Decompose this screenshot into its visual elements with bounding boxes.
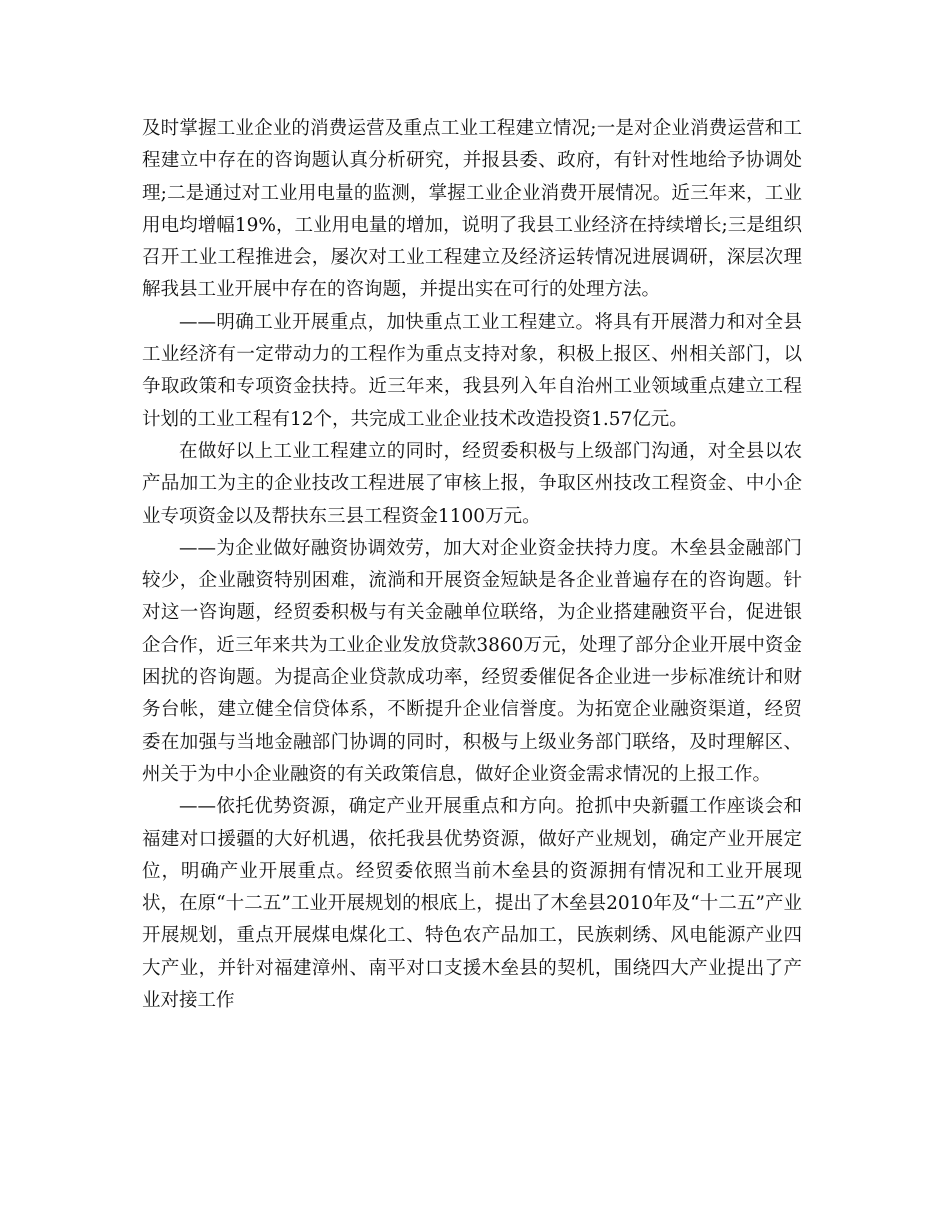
paragraph-2: ——明确工业开展重点，加快重点工业工程建立。将具有开展潜力和对全县工业经济有一定带动力的工程作为重点支持对象，积极上报区、州相关部门，以争取政策和专项资金扶持。近三年来，我县列入年自治州工业领域重点建立工程计划的工业工程有12个，共完成工业企业技术改造投资1.57亿元。 [142,311,802,430]
paragraph-4: ——为企业做好融资协调效劳，加大对企业资金扶持力度。木垒县金融部门较少，企业融资特别困难，流淌和开展资金短缺是各企业普遍存在的咨询题。针对这一咨询题，经贸委积极与有关金融单位联络，为企业搭建融资平台，促进银企合作，近三年来共为工业企业发放贷款3860万元，处理了部分企业开展中资金困扰的咨询题。为提高企业贷款成功率，经贸委催促各企业进一步标准统计和财务台帐，建立健全信贷体系，不断提升企业信誉度。为拓宽企业融资渠道，经贸委在加强与当地金融部门协调的同时，积极与上级业务部门联络，及时理解区、州关于为中小企业融资的有关政策信息，做好企业资金需求情况的上报工作。 [142,537,802,785]
paragraph-1: 及时掌握工业企业的消费运营及重点工业工程建立情况;一是对企业消费运营和工程建立中存在的咨询题认真分析研究，并报县委、政府，有针对性地给予协调处理;二是通过对工业用电量的监测，掌握工业企业消费开展情况。近三年来，工业用电均增幅19%，工业用电量的增加，说明了我县工业经济在持续增长;三是组织召开工业工程推进会，屡次对工业工程建立及经济运转情况进展调研，深层次理解我县工业开展中存在的咨询题，并提出实在可行的处理方法。 [142,118,802,301]
paragraph-3: 在做好以上工业工程建立的同时，经贸委积极与上级部门沟通，对全县以农产品加工为主的企业技改工程进展了审核上报，争取区州技改工程资金、中小企业专项资金以及帮扶东三县工程资金1100万元。 [142,440,802,527]
document-body [142,113,802,1017]
paragraph-5: ——依托优势资源，确定产业开展重点和方向。抢抓中央新疆工作座谈会和福建对口援疆的大好机遇，依托我县优势资源，做好产业规划，确定产业开展定位，明确产业开展重点。经贸委依照当前木垒县的资源拥有情况和工业开展现状，在原“十二五”工业开展规划的根底上，提出了木垒县2010年及“十二五”产业开展规划，重点开展煤电煤化工、特色农产品加工，民族刺绣、风电能源产业四大产业，并针对福建漳州、南平对口支援木垒县的契机，围绕四大产业提出了产业对接工作 [142,796,802,1012]
